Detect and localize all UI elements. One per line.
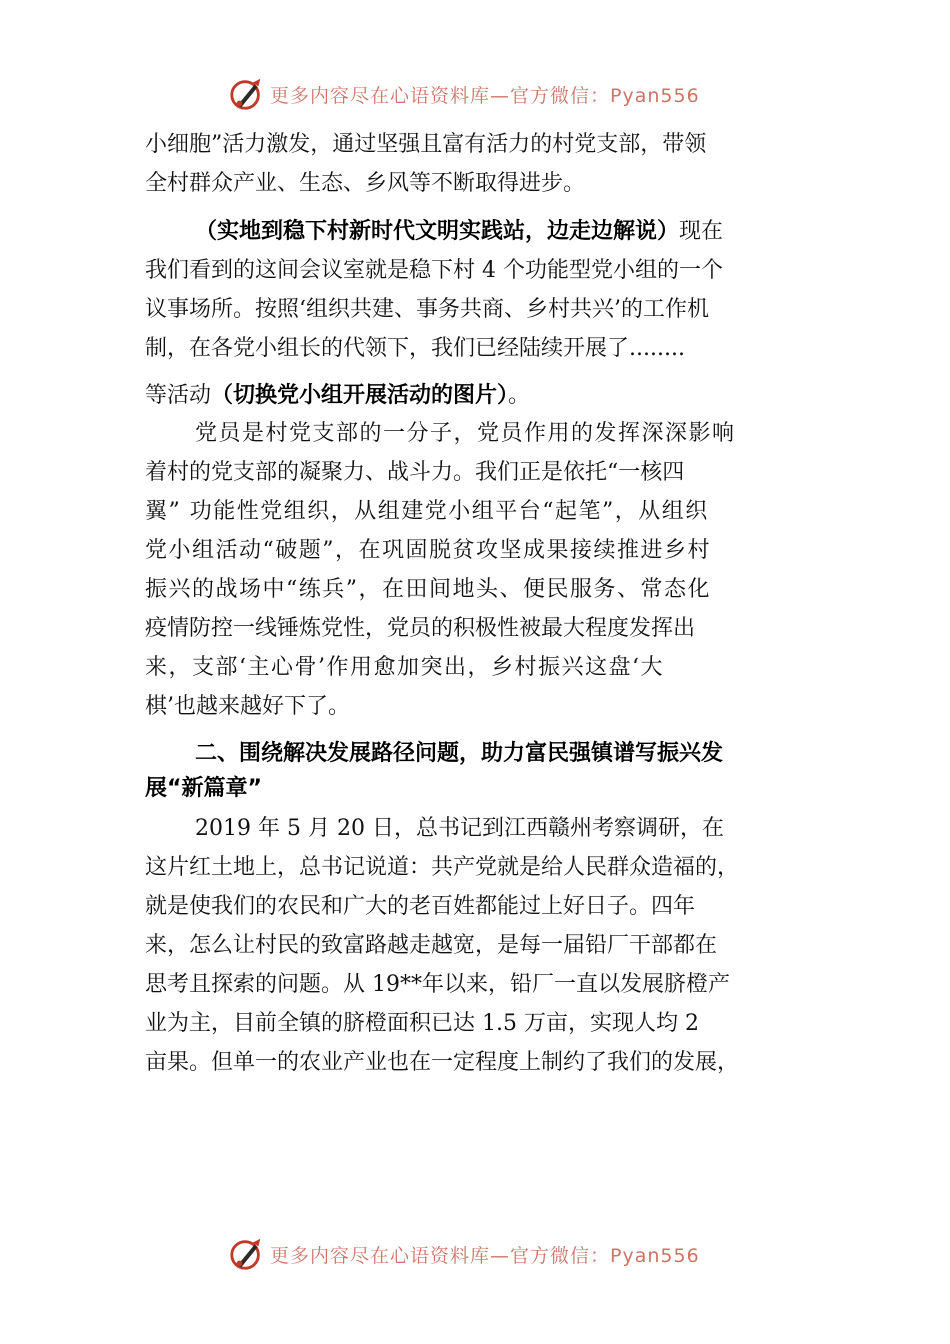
paragraph-line: 棋’也越来越好下了。 [145, 694, 350, 719]
section-heading: 展“新篇章” [145, 776, 262, 801]
paragraph-line: 议事场所。按照‘组织共建、事务共商、乡村共兴’的工作机 [145, 297, 709, 322]
paragraph-line: 翼” 功能性党组织，从组建党小组平台“起笔”，从组织 [145, 499, 709, 524]
paragraph-line: 全村群众产业、生态、乡风等不断取得进步。 [145, 171, 586, 196]
brush-logo-icon [228, 1235, 266, 1273]
paragraph-line: 亩果。但单一的农业产业也在一定程度上制约了我们的发展， [145, 1050, 740, 1075]
paragraph-line: 小细胞”活力激发，通过坚强且富有活力的村党支部，带领 [145, 132, 707, 157]
paragraph-line: 就是使我们的农民和广大的老百姓都能过上好日子。四年 [145, 894, 696, 919]
section-heading: 二、围绕解决发展路径问题，助力富民强镇谱写振兴发 [195, 741, 724, 766]
paragraph-line: 制，在各党小组长的代领下，我们已经陆续开展了........ [145, 336, 685, 361]
watermark-text: 更多内容尽在心语资料库—官方微信：Pyan556 [270, 1244, 700, 1267]
text-run: 现在 [679, 219, 724, 244]
paragraph-line: 着村的党支部的凝聚力、战斗力。我们正是依托“一核四 [145, 460, 685, 485]
paragraph-line: 来，怎么让村民的致富路越走越宽，是每一届铅厂干部都在 [145, 933, 718, 958]
paragraph-line: 思考且探索的问题。从 19**年以来，铅厂一直以发展脐橙产 [145, 972, 730, 997]
text-run: 等活动 [145, 383, 212, 408]
paragraph-line: 来，支部‘主心骨’作用愈加突出，乡村振兴这盘‘大 [145, 655, 664, 680]
stage-direction: （实地到稳下村新时代文明实践站，边走边解说） [195, 219, 680, 244]
paragraph-line [195, 218, 723, 246]
text-run: 。 [508, 383, 531, 408]
brush-logo-icon [228, 75, 266, 113]
footer-watermark [228, 1234, 700, 1274]
paragraph-line: 这片红土地上，总书记说道：共产党就是给人民群众造福的， [145, 855, 740, 880]
paragraph-line [145, 382, 530, 410]
paragraph-line: 振兴的战场中“练兵”，在田间地头、便民服务、常态化 [145, 577, 711, 602]
paragraph-line: 2019 年 5 月 20 日，总书记到江西赣州考察调研，在 [195, 816, 724, 841]
paragraph-line: 党员是村党支部的一分子，党员作用的发挥深深影响 [195, 421, 736, 446]
paragraph-line: 疫情防控一线锤炼党性，党员的积极性被最大程度发挥出 [145, 616, 696, 641]
header-watermark [228, 74, 700, 114]
paragraph-line: 我们看到的这间会议室就是稳下村 4 个功能型党小组的一个 [145, 258, 723, 283]
paragraph-line: 党小组活动“破题”，在巩固脱贫攻坚成果接续推进乡村 [145, 538, 711, 563]
watermark-text: 更多内容尽在心语资料库—官方微信：Pyan556 [270, 84, 700, 107]
paragraph-line: 业为主，目前全镇的脐橙面积已达 1.5 万亩，实现人均 2 [145, 1011, 699, 1036]
stage-direction: （切换党小组开展活动的图片） [211, 383, 509, 408]
